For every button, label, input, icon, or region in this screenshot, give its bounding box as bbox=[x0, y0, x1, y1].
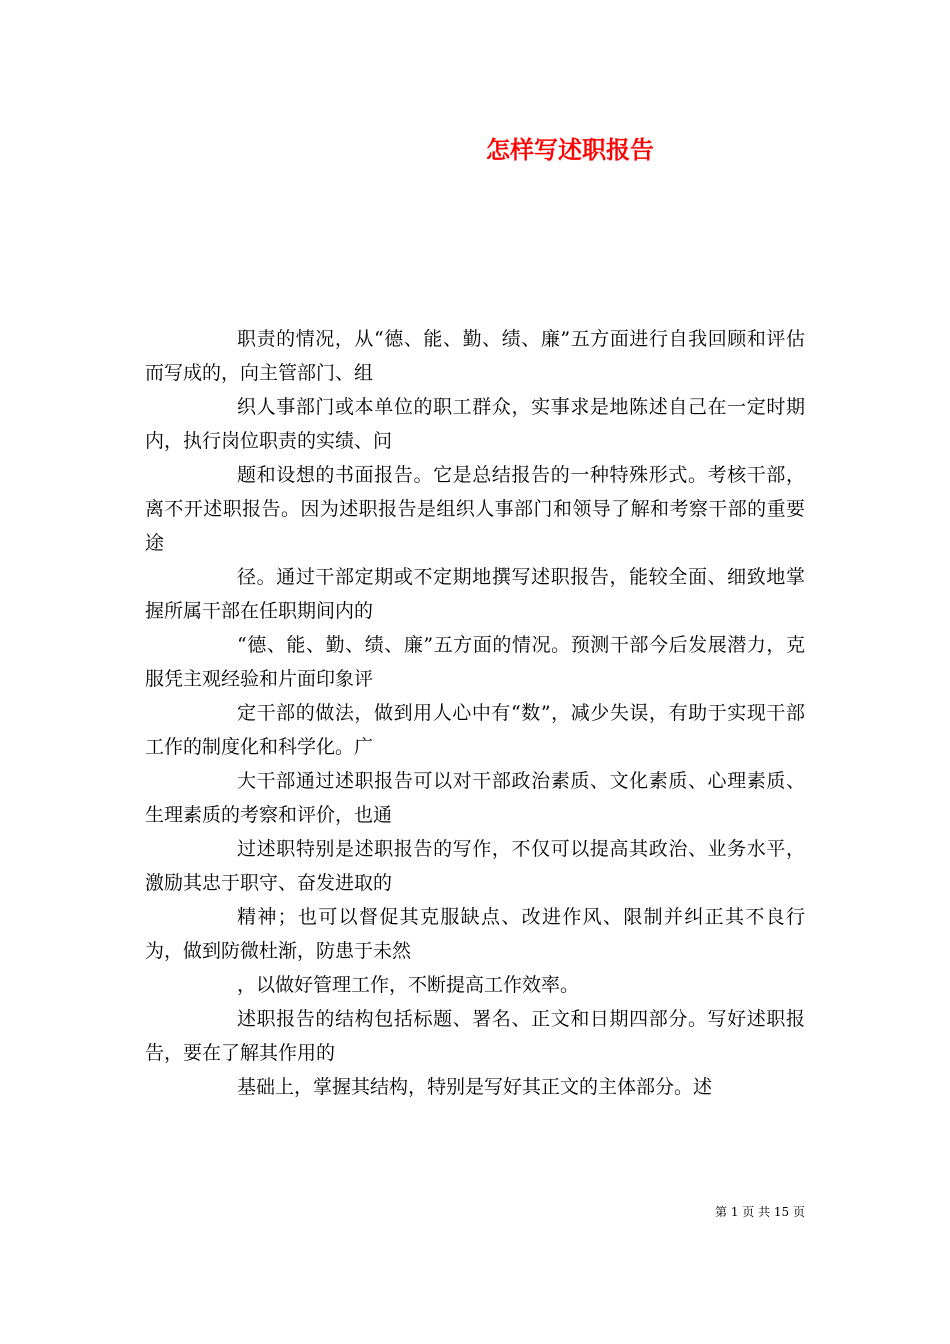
paragraph: 题和设想的书面报告。它是总结报告的一种特殊形式。考核干部，离不开述职报告。因为述职报告是组织人事部门和领导了解和考察干部的重要途 bbox=[145, 464, 805, 554]
paragraph: 径。通过干部定期或不定期地撰写述职报告，能较全面、细致地掌握所属干部在任职期间内的 bbox=[145, 566, 805, 622]
paragraph: 织人事部门或本单位的职工群众，实事求是地陈述自己在一定时期内，执行岗位职责的实绩、问 bbox=[145, 396, 805, 452]
paragraph: ，以做好管理工作，不断提高工作效率。 bbox=[237, 974, 580, 996]
paragraph: 过述职特别是述职报告的写作，不仅可以提高其政治、业务水平，激励其忠于职守、奋发进取的 bbox=[145, 838, 805, 894]
paragraph: 大干部通过述职报告可以对干部政治素质、文化素质、心理素质、生理素质的考察和评价，也通 bbox=[145, 770, 805, 826]
paragraph: 述职报告的结构包括标题、署名、正文和日期四部分。写好述职报告，要在了解其作用的 bbox=[145, 1008, 805, 1064]
paragraph: 基础上，掌握其结构，特别是写好其正文的主体部分。述 bbox=[237, 1076, 713, 1098]
document-title: 怎样写述职报告 bbox=[486, 135, 654, 164]
paragraph: “德、能、勤、绩、廉”五方面的情况。预测干部今后发展潜力，克服凭主观经验和片面印象评 bbox=[145, 634, 805, 690]
page-number-footer: 第 1 页 共 15 页 bbox=[715, 1205, 805, 1219]
document-body bbox=[145, 322, 805, 1104]
paragraph: 精神；也可以督促其克服缺点、改进作风、限制并纠正其不良行为，做到防微杜渐，防患于未然 bbox=[145, 906, 805, 962]
paragraph: 职责的情况，从“德、能、勤、绩、廉”五方面进行自我回顾和评估而写成的，向主管部门、组 bbox=[145, 328, 805, 384]
paragraph: 定干部的做法，做到用人心中有“数”，减少失误，有助于实现干部工作的制度化和科学化。广 bbox=[145, 702, 805, 758]
